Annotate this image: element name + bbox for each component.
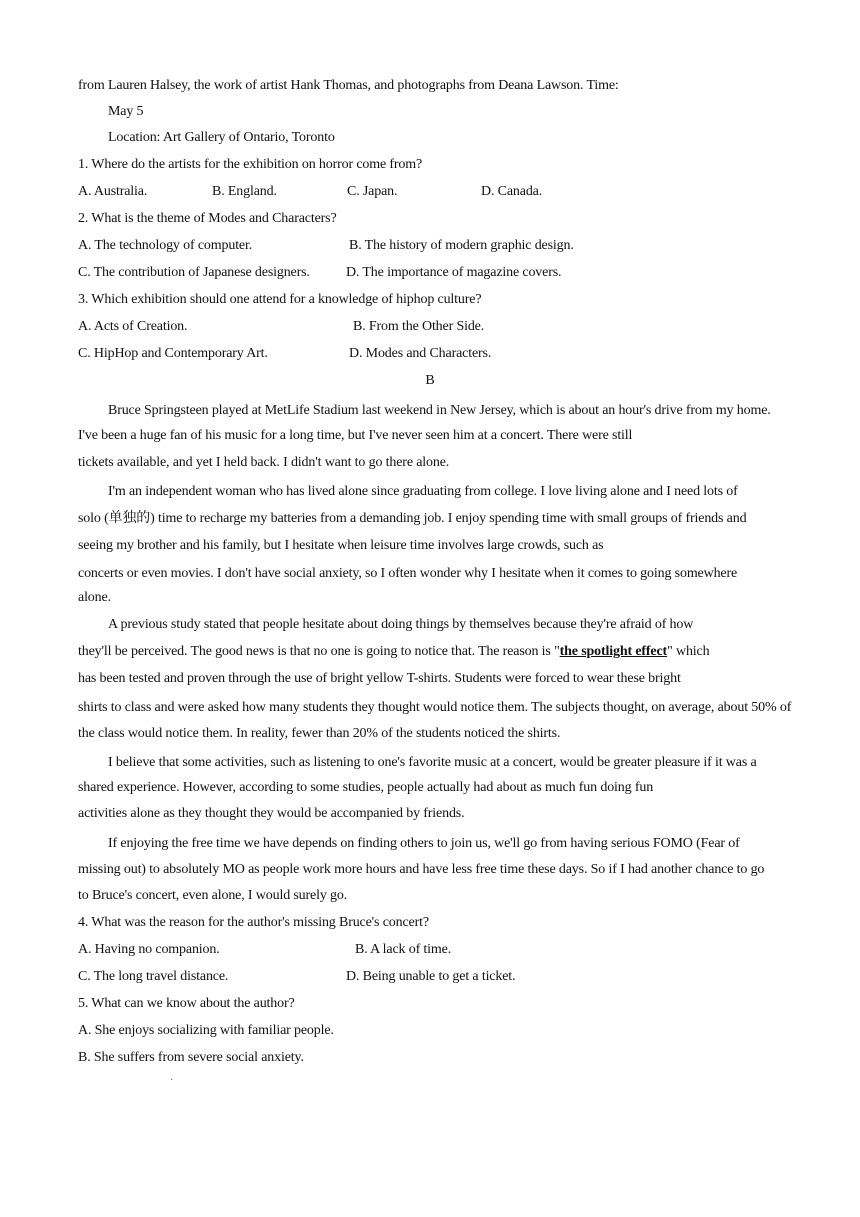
paragraph-1-line: tickets available, and yet I held back. I didn't want to go there alone. (78, 455, 450, 470)
paragraph-2-line: concerts or even movies. I don't have social anxiety, so I often wonder why I hesitate when it comes to going somewhere (78, 566, 738, 581)
paragraph-2-line: alone. (78, 590, 111, 605)
paragraph-3-line: shirts to class and were asked how many students they thought would notice them. The subjects thought, on average, about 50% of (78, 700, 792, 715)
question-4: 4. What was the reason for the author's missing Bruce's concert? (78, 915, 429, 930)
q4-option-c: C. The long travel distance. (78, 969, 229, 984)
paragraph-5-line: missing out) to absolutely MO as people work more hours and have less free time these days. So if I had another chance to go (78, 862, 765, 877)
question-1: 1. Where do the artists for the exhibition on horror come from? (78, 157, 423, 172)
exhibition-location: Location: Art Gallery of Ontario, Toronto (108, 130, 335, 145)
q2-option-d: D. The importance of magazine covers. (346, 265, 562, 280)
q4-option-d: D. Being unable to get a ticket. (346, 969, 516, 984)
question-5: 5. What can we know about the author? (78, 996, 295, 1011)
q3-option-a: A. Acts of Creation. (78, 319, 188, 334)
paragraph-4-line: shared experience. However, according to some studies, people actually had about as much fun doing fun (78, 780, 654, 795)
paragraph-1-line: I've been a huge fan of his music for a long time, but I've never seen him at a concert. There were still (78, 428, 633, 443)
paragraph-4-line: I believe that some activities, such as listening to one's favorite music at a concert, would be greater pleasure if it was a (108, 755, 757, 770)
paragraph-1-line: Bruce Springsteen played at MetLife Stadium last weekend in New Jersey, which is about an hour's drive from my home. (108, 403, 771, 418)
q3-option-b: B. From the Other Side. (353, 319, 485, 334)
paragraph-3-text: " which (667, 644, 710, 659)
paragraph-5-line: If enjoying the free time we have depends on finding others to join us, we'll go from having serious FOMO (Fear of (108, 836, 740, 851)
q3-option-d: D. Modes and Characters. (349, 346, 492, 361)
paragraph-3-line (78, 643, 709, 661)
question-2: 2. What is the theme of Modes and Characters? (78, 211, 337, 226)
passage-a-line: from Lauren Halsey, the work of artist Hank Thomas, and photographs from Deana Lawson. Time: (78, 78, 619, 93)
paragraph-4-line: activities alone as they thought they would be accompanied by friends. (78, 806, 465, 821)
q4-option-a: A. Having no companion. (78, 942, 220, 957)
exhibition-time: May 5 (108, 104, 144, 119)
page-dot-mark: · (170, 1075, 174, 1086)
question-3: 3. Which exhibition should one attend for a knowledge of hiphop culture? (78, 292, 482, 307)
q1-option-c: C. Japan. (347, 184, 398, 199)
paragraph-2-line: I'm an independent woman who has lived alone since graduating from college. I love living alone and I need lots of (108, 484, 738, 499)
q5-option-a: A. She enjoys socializing with familiar people. (78, 1023, 334, 1038)
spotlight-effect-highlight: the spotlight effect (559, 644, 668, 659)
paragraph-3-line: has been tested and proven through the use of bright yellow T-shirts. Students were forced to wear these bright (78, 671, 681, 686)
paragraph-2-line: solo (单独的) time to recharge my batteries from a demanding job. I enjoy spending time with small groups of friends and (78, 511, 747, 526)
q2-option-c: C. The contribution of Japanese designers. (78, 265, 310, 280)
q1-option-a: A. Australia. (78, 184, 148, 199)
paragraph-3-line: the class would notice them. In reality, fewer than 20% of the students noticed the shirts. (78, 726, 561, 741)
q2-option-a: A. The technology of computer. (78, 238, 253, 253)
paragraph-3-line: A previous study stated that people hesitate about doing things by themselves because they're afraid of how (108, 617, 694, 632)
q1-option-b: B. England. (212, 184, 277, 199)
q5-option-b: B. She suffers from severe social anxiety. (78, 1050, 304, 1065)
q1-option-d: D. Canada. (481, 184, 543, 199)
section-heading: B (425, 373, 435, 388)
paragraph-5-line: to Bruce's concert, even alone, I would surely go. (78, 888, 348, 903)
q4-option-b: B. A lack of time. (355, 942, 452, 957)
paragraph-3-text: they'll be perceived. The good news is that no one is going to notice that. The reason is " (78, 644, 560, 659)
q2-option-b: B. The history of modern graphic design. (349, 238, 574, 253)
q3-option-c: C. HipHop and Contemporary Art. (78, 346, 268, 361)
paragraph-2-line: seeing my brother and his family, but I hesitate when leisure time involves large crowds, such as (78, 538, 604, 553)
